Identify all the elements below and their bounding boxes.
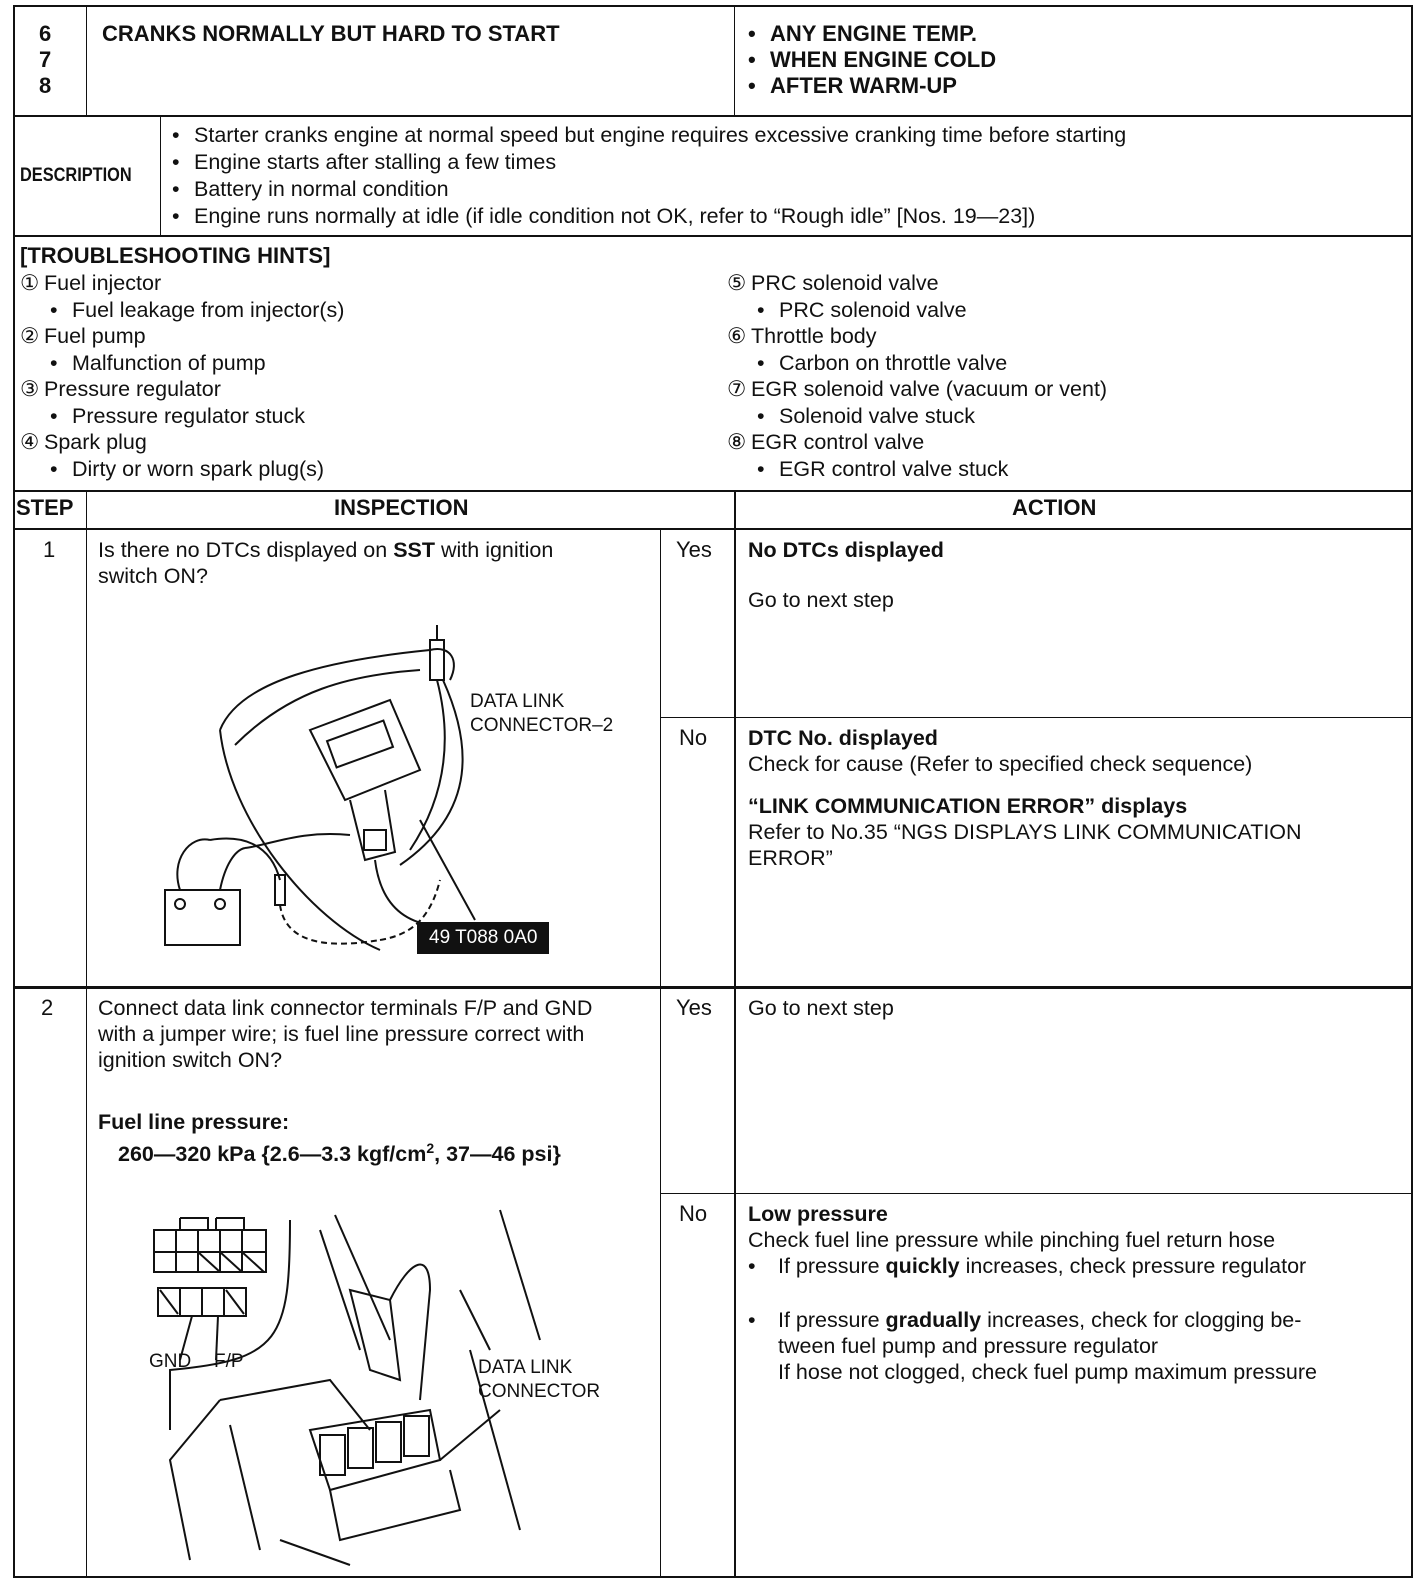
hint-name: PRC solenoid valve <box>751 271 939 295</box>
bullet-emphasis: quickly <box>885 1254 960 1278</box>
dlc-label <box>478 1356 600 1404</box>
condition-item: • ANY ENGINE TEMP. <box>748 21 996 47</box>
dlc2-label-line1: DATA LINK <box>470 691 565 712</box>
step1-no-title: DTC No. displayed <box>748 726 938 750</box>
step2-no-title: Low pressure <box>748 1202 888 1226</box>
hint-detail: • EGR control valve stuck <box>727 456 1107 483</box>
hints-left <box>20 270 344 482</box>
header-numbers <box>39 21 51 99</box>
description-item: • Starter cranks engine at normal speed but engine requires excessive cranking time before starting <box>172 122 1126 149</box>
step1-question-line2: switch ON? <box>98 564 208 588</box>
condition-item: • WHEN ENGINE COLD <box>748 47 996 73</box>
hint-name: EGR control valve <box>751 430 925 454</box>
step1-question-text: with ignition <box>435 538 554 562</box>
step1-question-text: Is there no DTCs displayed on <box>98 538 394 562</box>
step1-yes-action <box>748 537 944 613</box>
col-action-header: ACTION <box>1012 495 1097 520</box>
symptom-conditions <box>748 21 996 99</box>
step1-no-text2-line2: ERROR” <box>748 846 833 870</box>
hint-item <box>727 429 1107 456</box>
bullet-emphasis: gradually <box>885 1308 982 1332</box>
hints-title: [TROUBLESHOOTING HINTS] <box>20 243 331 268</box>
col-step-header: STEP <box>16 495 74 520</box>
hint-item <box>20 429 344 456</box>
hint-name: Fuel pump <box>44 324 146 348</box>
step1-no-text: Check for cause (Refer to specified check sequence) <box>748 752 1253 776</box>
spec-value-part: 260—320 kPa {2.6—3.3 kgf/cm <box>118 1142 427 1167</box>
step1-question <box>98 537 553 589</box>
step2-question-line3: ignition switch ON? <box>98 1048 283 1072</box>
dlc-label-line1: DATA LINK <box>478 1357 573 1378</box>
sst-part-number: 49 T088 0A0 <box>417 922 549 954</box>
hint-number: ⑦ <box>727 377 747 401</box>
hint-number: ③ <box>20 377 40 401</box>
hint-name: Spark plug <box>44 430 147 454</box>
step2-yes-action: Go to next step <box>748 996 894 1020</box>
hint-item <box>20 270 344 297</box>
hint-number: ④ <box>20 430 40 454</box>
col-inspection-header: INSPECTION <box>334 495 469 520</box>
step-number: 1 <box>43 537 56 562</box>
step1-yes-label: Yes <box>676 537 712 562</box>
symptom-title: CRANKS NORMALLY BUT HARD TO START <box>102 21 560 46</box>
spec-value-part: , 37—46 psi} <box>434 1142 561 1167</box>
hint-name: EGR solenoid valve (vacuum or vent) <box>751 377 1108 401</box>
hint-item <box>20 376 344 403</box>
hint-name: Throttle body <box>751 324 877 348</box>
description-item: • Engine starts after stalling a few times <box>172 149 1126 176</box>
hints-right <box>727 270 1107 482</box>
step1-no-label: No <box>679 725 708 750</box>
header-number-8: 8 <box>39 73 52 98</box>
bullet-text: If pressure <box>778 1308 886 1332</box>
dlc2-label-line2: CONNECTOR–2 <box>470 715 614 736</box>
condition-item: • AFTER WARM-UP <box>748 73 996 99</box>
description-label: DESCRIPTION <box>20 165 132 186</box>
step1-yes-text: Go to next step <box>748 588 894 612</box>
hint-detail: • Pressure regulator stuck <box>20 403 344 430</box>
sst-term: SST <box>393 538 436 562</box>
hint-number: ⑤ <box>727 271 747 295</box>
hint-detail: • Malfunction of pump <box>20 350 344 377</box>
step1-no-title2: “LINK COMMUNICATION ERROR” displays <box>748 794 1188 818</box>
step2-question-line1: Connect data link connector terminals F/P and GND <box>98 996 593 1020</box>
description-list <box>172 122 1126 230</box>
hint-item <box>727 270 1107 297</box>
hint-detail: • Dirty or worn spark plug(s) <box>20 456 344 483</box>
step-number: 2 <box>41 995 54 1020</box>
bullet-text: increases, check pressure regulator <box>959 1254 1307 1278</box>
step2-yes-label: Yes <box>676 995 712 1020</box>
hint-detail: • PRC solenoid valve <box>727 297 1107 324</box>
hint-number: ⑧ <box>727 430 747 454</box>
hint-item <box>727 376 1107 403</box>
spec-superscript: 2 <box>426 1140 435 1156</box>
step2-no-bullet1 <box>748 1253 1317 1279</box>
hint-number: ① <box>20 271 40 295</box>
step2-no-bullet2-line2: tween fuel pump and pressure regulator <box>778 1334 1159 1358</box>
step2-no-bullet2-line3: If hose not clogged, check fuel pump maximum pressure <box>778 1360 1317 1384</box>
step1-question-line1 <box>98 537 553 563</box>
hint-item <box>727 323 1107 350</box>
hint-detail: • Carbon on throttle valve <box>727 350 1107 377</box>
dlc-label-line2: CONNECTOR <box>478 1381 601 1402</box>
hint-item <box>20 323 344 350</box>
spec-title: Fuel line pressure: <box>98 1110 290 1134</box>
step2-question <box>98 995 592 1167</box>
header-number-7: 7 <box>39 47 52 72</box>
step1-no-text2-line1: Refer to No.35 “NGS DISPLAYS LINK COMMUNICATION <box>748 820 1302 844</box>
hint-name: Fuel injector <box>44 271 162 295</box>
hint-number: ② <box>20 324 40 348</box>
dlc2-label <box>470 690 613 738</box>
hint-name: Pressure regulator <box>44 377 221 401</box>
spec-value <box>98 1135 592 1167</box>
step2-no-label: No <box>679 1201 708 1226</box>
header-number-6: 6 <box>39 21 52 46</box>
description-item: • Battery in normal condition <box>172 176 1126 203</box>
hint-number: ⑥ <box>727 324 747 348</box>
step2-no-text: Check fuel line pressure while pinching fuel return hose <box>748 1228 1276 1252</box>
description-item: • Engine runs normally at idle (if idle condition not OK, refer to “Rough idle” [Nos. 19—23]) <box>172 203 1126 230</box>
step2-no-action <box>748 1201 1317 1385</box>
fp-label: F/P <box>214 1351 244 1372</box>
bullet-text: If pressure <box>778 1254 886 1278</box>
sst-connection-illustration <box>150 620 650 970</box>
step2-no-bullet2 <box>748 1307 1317 1333</box>
hint-detail: • Solenoid valve stuck <box>727 403 1107 430</box>
step1-yes-title: No DTCs displayed <box>748 538 944 562</box>
bullet-text: increases, check for clogging be- <box>981 1308 1302 1332</box>
step1-no-action <box>748 725 1302 871</box>
hint-detail: • Fuel leakage from injector(s) <box>20 297 344 324</box>
step2-question-line2: with a jumper wire; is fuel line pressure correct with <box>98 1022 585 1046</box>
gnd-label: GND <box>149 1351 192 1372</box>
